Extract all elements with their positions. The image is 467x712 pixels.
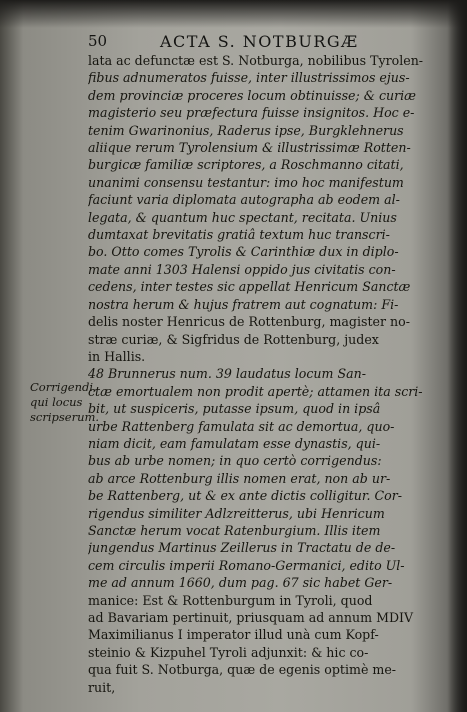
text-line: cem circulis imperii Romano-Germanici, edito Ul- [88, 557, 405, 573]
text-line: ruit, [88, 679, 116, 695]
text-line: in Hallis. [88, 348, 146, 364]
text-line: dumtaxat brevitatis gratiâ textum huc transcri- [88, 227, 390, 243]
text-line: ad Bavariam pertinuit, priusquam ad annum MDIV [88, 610, 414, 625]
page-top-shadow [0, 0, 467, 28]
text-line: delis noster Henricus de Rottenburg, magister no- [88, 314, 410, 330]
text-line: mate anni 1303 Halensi oppido jus civitatis con- [88, 261, 396, 277]
page-gutter-shadow [447, 0, 467, 712]
running-head: ACTA S. NOTBURGÆ [160, 32, 359, 51]
text-line: tenim Gwarinonius, Raderus ipse, Burgklehnerus [88, 122, 404, 138]
margin-note-line: qui locus [30, 395, 83, 409]
text-line: ab arce Rottenburg illis nomen erat, non ab ur- [88, 470, 391, 486]
text-line: unanimi consensu testantur: imo hoc manifestum [88, 174, 404, 190]
text-line: qua fuit S. Notburga, quæ de egenis optimè me- [88, 662, 397, 678]
text-line: Maximilianus I imperator illud unà cum Kopf- [88, 627, 379, 643]
margin-note-line: scripserum. [30, 410, 100, 424]
text-line: nostra herum & hujus fratrem aut cognatum: Fi- [88, 296, 399, 312]
text-line: Sanctæ herum vocat Ratenburgium. Illis item [88, 522, 381, 538]
text-line: niam dicit, eam famulatam esse dynastis, qui- [88, 435, 381, 451]
text-line: magisterio seu præfectura fuisse insignitos. Hoc e- [88, 105, 415, 121]
text-line: manice: Est & Rottenburgum in Tyroli, quod [88, 592, 373, 608]
text-line: bo. Otto comes Tyrolis & Carinthiæ dux in diplo- [88, 244, 399, 260]
text-line: be Rattenberg, ut & ex ante dictis colligitur. Cor- [88, 488, 402, 504]
text-line: ctæ emortualem non prodit apertè; attamen ita scri- [88, 383, 423, 399]
text-line: urbe Rattenberg famulata sit ac demortua, quo- [88, 418, 395, 434]
text-line: cedens, inter testes sic appellat Henricum Sanctæ [88, 279, 411, 295]
page-number: 50 [88, 32, 108, 50]
text-line: fibus adnumeratos fuisse, inter illustrissimos ejus- [88, 70, 410, 86]
text-line: bus ab urbe nomen; in quo certò corrigendus: [88, 453, 382, 469]
text-line: stræ curiæ, & Sigfridus de Rottenburg, judex [88, 331, 379, 347]
text-line: legata, & quantum huc spectant, recitata. Unius [88, 209, 397, 225]
text-line: bit, ut suspiceris, putasse ipsum, quod in ipsâ [88, 401, 381, 417]
margin-note-line: Corrigendi, [30, 380, 97, 394]
text-line: 48 Brunnerus num. 39 laudatus locum San- [88, 366, 366, 382]
text-line: faciunt varia diplomata autographa ab eodem al- [88, 192, 400, 208]
text-line: dem provinciæ proceres locum obtinuisse; & curiæ [88, 87, 416, 103]
page-header [88, 32, 448, 54]
text-line: me ad annum 1660, dum pag. 67 sic habet Ger- [88, 575, 393, 591]
margin-note [30, 380, 100, 425]
text-line: steinio & Kizpuhel Tyroli adjunxit: & hic co- [88, 644, 369, 660]
text-line: lata ac defunctæ est S. Notburga, nobilibus Tyrolen- [88, 53, 424, 68]
body-text [88, 52, 440, 696]
text-line: rigendus similiter Adlzreitterus, ubi Henricum [88, 505, 385, 521]
text-line: aliique rerum Tyrolensium & illustrissimæ Rotten- [88, 140, 411, 156]
text-line: jungendus Martinus Zeillerus in Tractatu de de- [88, 540, 396, 556]
text-line: burgicæ familiæ scriptores, a Roschmanno citati, [88, 157, 404, 173]
